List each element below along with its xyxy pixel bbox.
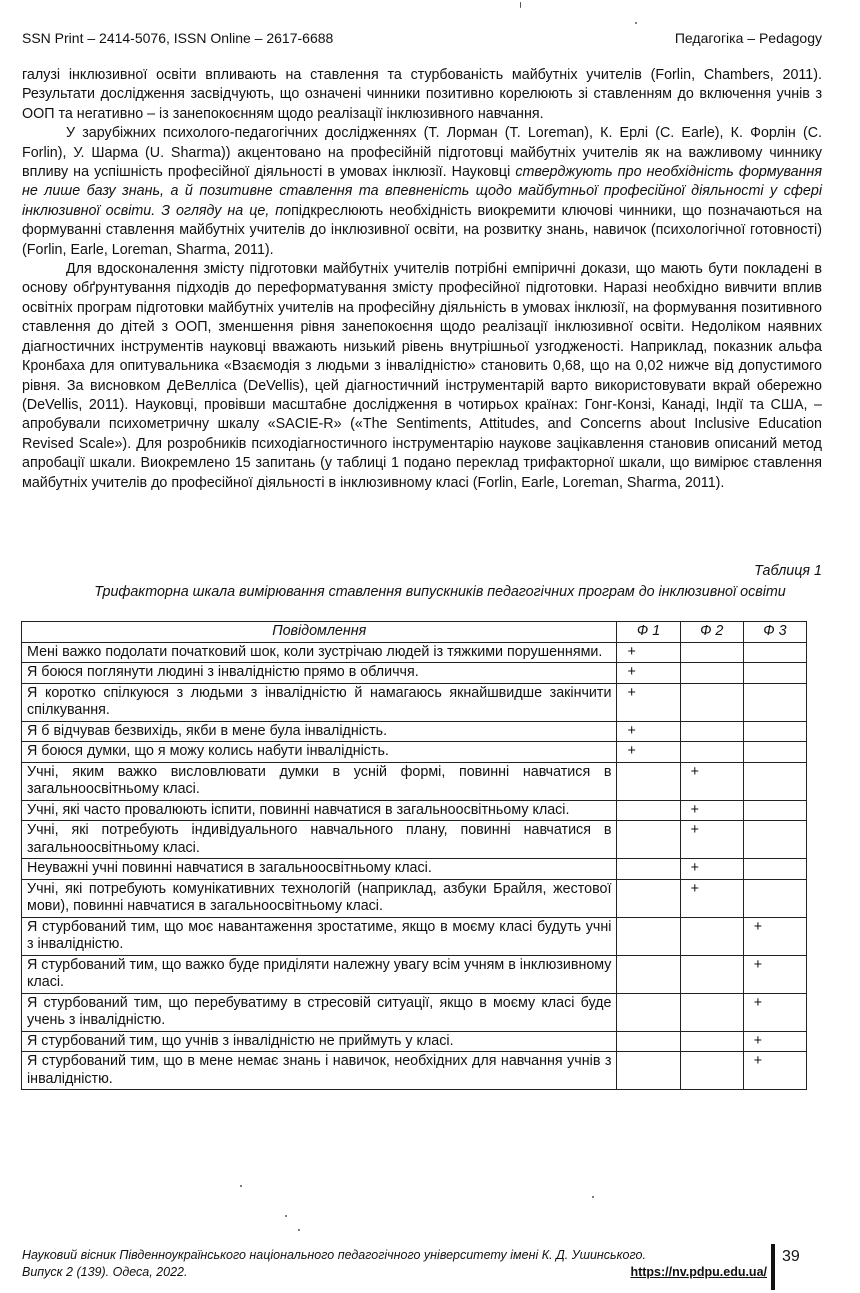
table-header-row: [22, 622, 807, 643]
statement-cell: Мені важко подолати початковий шок, коли зустрічаю людей із тяжкими порушеннями.: [22, 642, 617, 663]
statement-cell: Учні, які часто провалюють іспити, повинні навчатися в загальноосвітньому класі.: [22, 800, 617, 821]
statement-cell: Я боюся думки, що я можу колись набути інвалідність.: [22, 742, 617, 763]
scan-speck: [240, 1185, 242, 1187]
factor-3-cell: [743, 800, 806, 821]
table-row: [22, 879, 807, 917]
scale-table: [21, 621, 807, 1090]
table-row: [22, 642, 807, 663]
factor-3-cell: [743, 762, 806, 800]
table-row: [22, 1031, 807, 1052]
factor-3-cell: [743, 859, 806, 880]
factor-1-cell: +: [617, 721, 680, 742]
table-row: [22, 800, 807, 821]
factor-2-cell: +: [680, 859, 743, 880]
factor-1-cell: +: [617, 642, 680, 663]
paragraph-3: Для вдосконалення змісту підготовки майбутніх учителів потрібні емпіричні докази, що мають бути покладені в основу обґрунтування підходів до переформатування змісту професійної підготовки. Наразі необхідно вивчити вплив освітніх програм підготовки майбутніх учителів на професійну діяльність в умовах інклюзії, на формування позитивного ставлення до дітей з ООП, зменшення рівня занепокоєння щодо реалізації інклюзивної освіти. Недоліком наявних діагностичних інструментів науковці вважають низький рівень внутрішньої узгодженості. Наприклад, показник альфа Кронбаха для опитувальника «Взаємодія з людьми з інвалідністю» становить 0,68, що на 0,02 нижче від допустимого рівня. За висновком ДеВелліса (DeVellis), цей діагностичний інструментарій варто використовувати вкрай обережно (DeVellis, 2011). Науковці, провівши масштабне дослідження в чотирьох країнах: Гонг-Конзі, Канаді, Індії та США, – апробували психометричну шкалу «SACIE-R» («The Sentiments, Attitudes, and Concerns about Inclusive Education Revised Scale»). Для розробників психодіагностичного інструментарію наукове зацікавлення становив описаний метод апробації шкали. Виокремлено 15 запитань (у таблиці 1 подано переклад трифакторної шкали, що вимірює ставлення майбутніх учителів до професійної діяльності в інклюзивному класі (Forlin, Earle, Loreman, Sharma, 2011).: [22, 261, 822, 491]
table-row: [22, 663, 807, 684]
factor-2-cell: [680, 663, 743, 684]
table-body: [22, 642, 807, 1090]
statement-cell: Я боюся поглянути людині з інвалідністю прямо в обличчя.: [22, 663, 617, 684]
factor-3-cell: +: [743, 993, 806, 1031]
factor-2-cell: [680, 683, 743, 721]
factor-1-cell: [617, 1052, 680, 1090]
factor-1-cell: [617, 917, 680, 955]
paragraph-2: [22, 124, 822, 260]
header-f1: Ф 1: [617, 622, 680, 643]
statement-cell: Я стурбований тим, що в мене немає знань і навичок, необхідних для навчання учнів з інвалідністю.: [22, 1052, 617, 1090]
factor-2-cell: [680, 993, 743, 1031]
table-row: [22, 917, 807, 955]
factor-3-cell: +: [743, 955, 806, 993]
section-label: Педагогіка – Pedagogy: [674, 30, 822, 46]
page-number: 39: [782, 1248, 800, 1265]
factor-2-cell: +: [680, 821, 743, 859]
factor-3-cell: [743, 742, 806, 763]
header-f3: Ф 3: [743, 622, 806, 643]
paragraph-2-end: підкреслюють необхідність виокремити ключові чинники, що позначаються на формуванні ставлення майбутніх учителів до інклюзивної освіти, на розвитку знань, навичок (психологічної готовності) (Forlin, Earle, Loreman, Sharma, 2011).: [22, 202, 822, 258]
table-caption: Трифакторна шкала вимірювання ставлення випускників педагогічних програм до інклюзивної освіти: [94, 584, 786, 600]
statement-cell: Я стурбований тим, що важко буде приділяти належну увагу всім учням в інклюзивному класі.: [22, 955, 617, 993]
factor-1-cell: [617, 1031, 680, 1052]
table-row: [22, 955, 807, 993]
table-row: [22, 859, 807, 880]
factor-1-cell: [617, 800, 680, 821]
statement-cell: Я коротко спілкуюся з людьми з інвалідністю й намагаюсь якнайшвидше закінчити спілкування.: [22, 683, 617, 721]
factor-1-cell: +: [617, 683, 680, 721]
table-row: [22, 993, 807, 1031]
factor-2-cell: [680, 642, 743, 663]
factor-3-cell: +: [743, 1031, 806, 1052]
factor-3-cell: [743, 683, 806, 721]
factor-2-cell: [680, 742, 743, 763]
factor-1-cell: [617, 762, 680, 800]
factor-3-cell: +: [743, 1052, 806, 1090]
footer-link[interactable]: https://nv.pdpu.edu.ua/: [630, 1265, 767, 1279]
footer-journal: Науковий вісник Південноукраїнського національного педагогічного університету імені К. Д. Ушинського.: [22, 1248, 646, 1262]
factor-3-cell: [743, 821, 806, 859]
scan-speck: [285, 1215, 287, 1217]
factor-1-cell: +: [617, 742, 680, 763]
factor-2-cell: [680, 955, 743, 993]
header-f2: Ф 2: [680, 622, 743, 643]
scan-speck: [592, 1196, 594, 1198]
factor-1-cell: [617, 821, 680, 859]
statement-cell: Я стурбований тим, що моє навантаження зростатиме, якщо в моєму класі будуть учні з інвалідністю.: [22, 917, 617, 955]
issn-label: SSN Print – 2414-5076, ISSN Online – 2617-6688: [22, 30, 334, 46]
factor-2-cell: [680, 1031, 743, 1052]
statement-cell: Учні, які потребують комунікативних технологій (наприклад, азбуки Брайля, жестової мови), повинні навчатися в загальноосвітньому класі.: [22, 879, 617, 917]
factor-2-cell: [680, 721, 743, 742]
factor-3-cell: [743, 642, 806, 663]
scan-speck: [520, 2, 521, 8]
factor-3-cell: +: [743, 917, 806, 955]
table-row: [22, 1052, 807, 1090]
table-row: [22, 742, 807, 763]
factor-2-cell: +: [680, 762, 743, 800]
table-label: Таблиця 1: [754, 563, 822, 579]
footer-row: [22, 1264, 767, 1281]
statement-cell: Учні, яким важко висловлювати думки в усній формі, повинні навчатися в загальноосвітньому класі.: [22, 762, 617, 800]
statement-cell: Я стурбований тим, що перебуватиму в стресовій ситуації, якщо в моєму класі буде учень з інвалідністю.: [22, 993, 617, 1031]
table-row: [22, 683, 807, 721]
factor-1-cell: [617, 955, 680, 993]
factor-3-cell: [743, 721, 806, 742]
factor-3-cell: [743, 879, 806, 917]
factor-2-cell: [680, 1052, 743, 1090]
footer-issue: Випуск 2 (139). Одеса, 2022.: [22, 1265, 188, 1279]
statement-cell: Неуважні учні повинні навчатися в загальноосвітньому класі.: [22, 859, 617, 880]
footer-divider: [771, 1244, 775, 1290]
scan-speck: [635, 22, 637, 24]
factor-2-cell: +: [680, 800, 743, 821]
paragraph-2-start: У зарубіжних психолого-педагогічних дослідженнях (Т. Лорман (T. Loreman), К. Ерлі (C. Earle), К. Форлін (C. Forlin), У. Шарма (U. Sharma)) акцентовано на професійній підготовці майбутніх учителів як на важливому чиннику впливу на успішність професійної діяльності в умовах інклюзії. Науковці: [22, 125, 822, 181]
table-row: [22, 721, 807, 742]
factor-1-cell: +: [617, 663, 680, 684]
factor-2-cell: +: [680, 879, 743, 917]
table-row: [22, 762, 807, 800]
article-body: [22, 66, 822, 493]
header-statement: Повідомлення: [22, 622, 617, 643]
factor-1-cell: [617, 993, 680, 1031]
running-header: [22, 30, 822, 50]
statement-cell: Я б відчував безвихідь, якби в мене була інвалідність.: [22, 721, 617, 742]
journal-footer: [22, 1247, 767, 1281]
statement-cell: Я стурбований тим, що учнів з інвалідністю не приймуть у класі.: [22, 1031, 617, 1052]
scan-speck: [298, 1229, 300, 1231]
table-row: [22, 821, 807, 859]
factor-1-cell: [617, 859, 680, 880]
paragraph-1: галузі інклюзивної освіти впливають на ставлення та стурбованість майбутніх учителів (Forlin, Chambers, 2011). Результати дослідження засвідчують, що означені чинники позитивно корелюють зі ставленням до включення учнів з ООП та негативно – із занепокоєнням щодо реалізації інклюзивного навчання.: [22, 67, 822, 122]
statement-cell: Учні, які потребують індивідуального навчального плану, повинні навчатися в загальноосвітньому класі.: [22, 821, 617, 859]
paragraph-2-italic: стверджують про необхідність формування не лише базу знань, а й позитивне ставлення та впевненість щодо майбутньої професійної діяльності у сфері інклюзивної освіти. З огляду на це, по: [22, 164, 822, 219]
factor-2-cell: [680, 917, 743, 955]
factor-1-cell: [617, 879, 680, 917]
factor-3-cell: [743, 663, 806, 684]
